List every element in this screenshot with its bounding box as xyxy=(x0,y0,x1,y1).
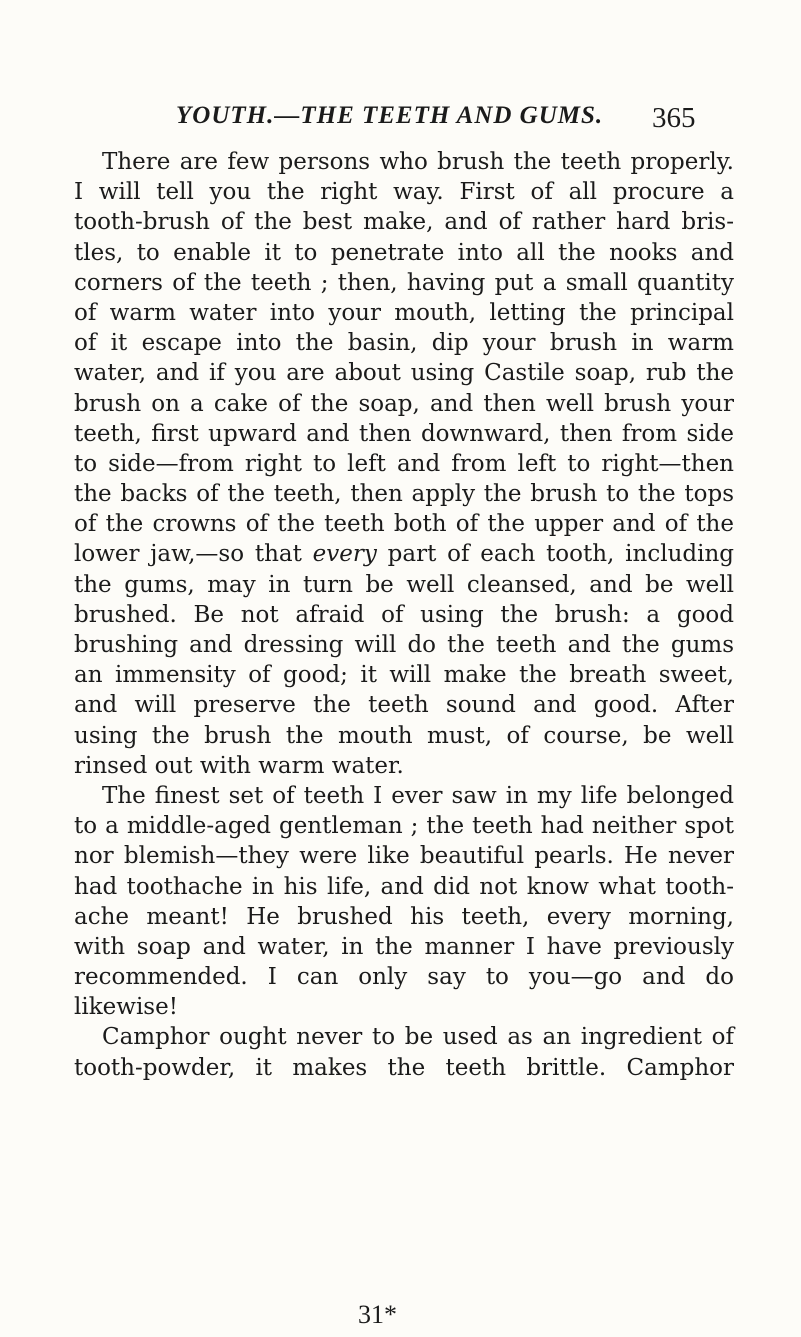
paragraph-1 xyxy=(74,147,734,781)
text-line: recommended. I can only say to you—go and do xyxy=(74,964,734,991)
text-line: There are few persons who brush the teeth properly. xyxy=(102,149,734,175)
text-run: lower jaw,—so that xyxy=(74,541,313,568)
emphasized-word: every xyxy=(312,541,377,568)
text-line: to side—from right to left and from left to right—then xyxy=(74,450,734,477)
paragraph-3 xyxy=(74,1022,734,1082)
text-line: Camphor ought never to be used as an ingredient of xyxy=(102,1024,734,1051)
text-line: tles, to enable it to penetrate into all the nooks and xyxy=(74,239,734,266)
text-line: had toothache in his life, and did not know what tooth- xyxy=(74,873,734,900)
page-number: 365 xyxy=(652,102,696,134)
text-line-emphasis xyxy=(74,539,734,569)
text-line: of warm water into your mouth, letting the principal xyxy=(74,299,734,326)
page-header xyxy=(0,94,801,144)
signature-mark: 31* xyxy=(358,1300,397,1329)
running-title: YOUTH.—THE TEETH AND GUMS. xyxy=(176,102,604,129)
text-line: with soap and water, in the manner I have previously xyxy=(74,933,734,960)
text-line: tooth-brush of the best make, and of rather hard bris- xyxy=(74,209,734,236)
text-line: brushing and dressing will do the teeth and the gums xyxy=(74,632,734,658)
text-line: corners of the teeth ; then, having put a small quantity xyxy=(74,269,734,296)
text-line: I will tell you the right way. First of all procure a xyxy=(74,179,734,206)
text-line: tooth-powder, it makes the teeth brittle. Camphor xyxy=(74,1054,734,1081)
text-line: the backs of the teeth, then apply the brush to the tops xyxy=(74,481,734,508)
text-line: nor blemish—they were like beautiful pearls. He never xyxy=(74,843,734,870)
text-line: likewise! xyxy=(74,994,178,1021)
text-run: part of each tooth, including xyxy=(376,541,734,568)
text-line: rinsed out with warm water. xyxy=(74,752,404,779)
text-line: ache meant! He brushed his teeth, every morning, xyxy=(74,903,734,930)
paragraph-2 xyxy=(74,781,734,1023)
text-line: The finest set of teeth I ever saw in my life belonged xyxy=(102,782,734,809)
text-line: to a middle-aged gentleman ; the teeth had neither spot xyxy=(74,813,734,840)
text-line: of it escape into the basin, dip your brush in warm xyxy=(74,330,734,357)
text-line: of the crowns of the teeth both of the upper and of the xyxy=(74,511,734,538)
text-line: and will preserve the teeth sound and good. After xyxy=(74,692,734,719)
text-line: using the brush the mouth must, of course, be well xyxy=(74,722,734,749)
text-line: an immensity of good; it will make the breath sweet, xyxy=(74,662,734,689)
text-line: brushed. Be not afraid of using the brush: a good xyxy=(74,601,734,628)
text-line: the gums, may in turn be well cleansed, and be well xyxy=(74,571,734,598)
text-line: brush on a cake of the soap, and then well brush your xyxy=(74,390,734,417)
body-text xyxy=(74,147,734,1083)
text-line: water, and if you are about using Castile soap, rub the xyxy=(74,360,734,387)
text-line: teeth, first upward and then downward, then from side xyxy=(74,420,734,447)
